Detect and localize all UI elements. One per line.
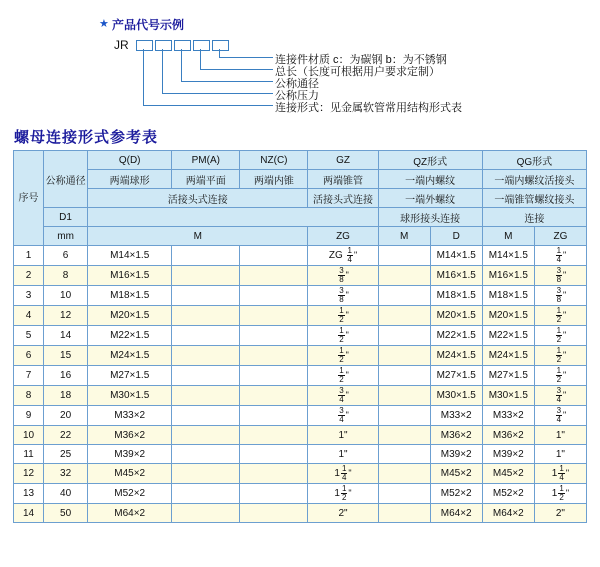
cell-gz: ZG $\frac{1}{4}$ " (308, 246, 378, 266)
cell-qg-d: $\frac{1}{2}$ " (534, 306, 586, 326)
table-header-row-4 (14, 208, 587, 227)
header-qz-conn: 一端外螺纹 (378, 189, 482, 208)
product-code-legend (0, 0, 600, 120)
header-qz-ball: 球形接头连接 (378, 208, 482, 227)
header-q-desc: 两端球形 (88, 170, 172, 189)
cell-pm (172, 366, 240, 386)
cell-pm (172, 464, 240, 484)
table-row (14, 286, 587, 306)
cell-qz-d: M14×1.5 (430, 246, 482, 266)
header-pm-desc: 两端平面 (172, 170, 240, 189)
cell-nz (240, 504, 308, 523)
cell-seq: 14 (14, 504, 44, 523)
cell-nz (240, 406, 308, 426)
table-row (14, 504, 587, 523)
cell-q: M33×2 (88, 406, 172, 426)
cell-qz-m (378, 306, 430, 326)
cell-dn: 25 (44, 445, 88, 464)
cell-qz-d: M30×1.5 (430, 386, 482, 406)
legend-item-pressure: 公称压力 (275, 90, 319, 102)
cell-dn: 32 (44, 464, 88, 484)
header-sym-qz-d: D (430, 227, 482, 246)
cell-nz (240, 246, 308, 266)
cell-gz: 2" (308, 504, 378, 523)
cell-dn: 12 (44, 306, 88, 326)
cell-nz (240, 306, 308, 326)
cell-qg-d: $\frac{1}{2}$ " (534, 366, 586, 386)
cell-dn: 15 (44, 346, 88, 366)
cell-qg-d: 1 $\frac{1}{4}$ " (534, 464, 586, 484)
cell-pm (172, 504, 240, 523)
cell-qz-m (378, 366, 430, 386)
header-left-conn: 活接头式连接 (88, 189, 308, 208)
cell-nz (240, 464, 308, 484)
legend-item-length: 总长（长度可根据用户要求定制） (275, 66, 440, 78)
table-header-row-5 (14, 227, 587, 246)
cell-gz: $\frac{1}{2}$ " (308, 346, 378, 366)
cell-qz-d: M45×2 (430, 464, 482, 484)
legend-title: 产品代号示例 (112, 18, 185, 32)
cell-seq: 3 (14, 286, 44, 306)
cell-q: M18×1.5 (88, 286, 172, 306)
cell-nz (240, 386, 308, 406)
cell-qg-d: 1" (534, 426, 586, 445)
table-row (14, 266, 587, 286)
cell-gz: $\frac{3}{8}$ " (308, 266, 378, 286)
header-sym-qg-zg: ZG (534, 227, 586, 246)
cell-gz: $\frac{1}{2}$ " (308, 326, 378, 346)
legend-item-conn-type: 连接形式：见金属软管常用结构形式表 (275, 102, 462, 114)
cell-pm (172, 306, 240, 326)
header-group-qg: QG形式 (482, 151, 586, 170)
cell-qg-d: $\frac{1}{4}$ " (534, 246, 586, 266)
cell-qg-d: $\frac{3}{8}$ " (534, 286, 586, 306)
cell-qg-m: M24×1.5 (482, 346, 534, 366)
cell-qz-m (378, 286, 430, 306)
cell-seq: 12 (14, 464, 44, 484)
cell-q: M36×2 (88, 426, 172, 445)
cell-pm (172, 445, 240, 464)
cell-seq: 2 (14, 266, 44, 286)
cell-qz-m (378, 266, 430, 286)
header-group-gz: GZ (308, 151, 378, 170)
header-sym-qz-m: M (378, 227, 430, 246)
cell-dn: 40 (44, 484, 88, 504)
legend-item-dn: 公称通径 (275, 78, 319, 90)
cell-qg-m: M33×2 (482, 406, 534, 426)
cell-qg-d: 1" (534, 445, 586, 464)
legend-item-material: 连接件材质 c：为碳钢 b：为不锈钢 (275, 54, 447, 66)
cell-qz-d: M52×2 (430, 484, 482, 504)
header-nz-desc: 两端内锥 (240, 170, 308, 189)
header-group-qz: QZ形式 (378, 151, 482, 170)
header-qg-link: 连接 (482, 208, 586, 227)
cell-seq: 7 (14, 366, 44, 386)
cell-pm (172, 484, 240, 504)
cell-qg-m: M14×1.5 (482, 246, 534, 266)
cell-qz-m (378, 326, 430, 346)
header-seq (14, 151, 44, 246)
cell-q: M64×2 (88, 504, 172, 523)
header-seq-label: 序号 (18, 192, 39, 204)
cell-dn: 10 (44, 286, 88, 306)
table-header-row-1 (14, 151, 587, 170)
table-row (14, 246, 587, 266)
cell-pm (172, 246, 240, 266)
header-gz-conn: 活接头式连接 (308, 189, 378, 208)
cell-gz: $\frac{3}{8}$ " (308, 286, 378, 306)
cell-gz: 1 $\frac{1}{2}$ " (308, 484, 378, 504)
cell-q: M14×1.5 (88, 246, 172, 266)
cell-q: M22×1.5 (88, 326, 172, 346)
cell-seq: 9 (14, 406, 44, 426)
cell-q: M52×2 (88, 484, 172, 504)
cell-seq: 11 (14, 445, 44, 464)
cell-gz: $\frac{1}{2}$ " (308, 306, 378, 326)
cell-qz-m (378, 246, 430, 266)
cell-seq: 13 (14, 484, 44, 504)
table-row (14, 326, 587, 346)
cell-seq: 6 (14, 346, 44, 366)
cell-qz-m (378, 346, 430, 366)
cell-gz: 1" (308, 426, 378, 445)
header-d1: D1 (44, 208, 88, 227)
table-row (14, 445, 587, 464)
cell-gz: $\frac{3}{4}$ " (308, 406, 378, 426)
cell-seq: 8 (14, 386, 44, 406)
cell-pm (172, 346, 240, 366)
header-sym-zg: ZG (308, 227, 378, 246)
table-row (14, 406, 587, 426)
cell-dn: 18 (44, 386, 88, 406)
table-header-row-3 (14, 189, 587, 208)
cell-qg-d: $\frac{1}{2}$ " (534, 346, 586, 366)
table-row (14, 426, 587, 445)
cell-qg-m: M36×2 (482, 426, 534, 445)
header-unit-mm: mm (44, 227, 88, 246)
table-row (14, 484, 587, 504)
legend-prefix: JR (114, 38, 129, 52)
cell-qz-m (378, 484, 430, 504)
cell-seq: 4 (14, 306, 44, 326)
cell-qg-d: 2" (534, 504, 586, 523)
table-row (14, 306, 587, 326)
cell-pm (172, 386, 240, 406)
cell-qg-m: M20×1.5 (482, 306, 534, 326)
header-sym-qg-m: M (482, 227, 534, 246)
header-spacer (88, 208, 378, 227)
cell-dn: 14 (44, 326, 88, 346)
cell-qz-m (378, 445, 430, 464)
cell-qz-m (378, 426, 430, 445)
leader-line-5 (143, 49, 273, 106)
cell-pm (172, 326, 240, 346)
table-row (14, 346, 587, 366)
cell-qg-m: M16×1.5 (482, 266, 534, 286)
cell-dn: 6 (44, 246, 88, 266)
cell-gz: 1" (308, 445, 378, 464)
header-sym-m: M (88, 227, 308, 246)
cell-qg-d: $\frac{3}{8}$ " (534, 266, 586, 286)
cell-pm (172, 406, 240, 426)
cell-pm (172, 426, 240, 445)
cell-qz-d: M20×1.5 (430, 306, 482, 326)
cell-qg-m: M22×1.5 (482, 326, 534, 346)
page-title: 螺母连接形式参考表 (14, 129, 159, 146)
cell-qz-d: M36×2 (430, 426, 482, 445)
cell-qg-d: $\frac{1}{2}$ " (534, 326, 586, 346)
nut-connection-table (13, 150, 587, 523)
nut-connection-table-wrap (13, 150, 587, 523)
cell-gz: $\frac{3}{4}$ " (308, 386, 378, 406)
cell-qz-d: M64×2 (430, 504, 482, 523)
cell-qg-m: M52×2 (482, 484, 534, 504)
cell-dn: 8 (44, 266, 88, 286)
header-qg-conn: 一端锥管螺纹接头 (482, 189, 586, 208)
header-group-nz: NZ(C) (240, 151, 308, 170)
cell-dn: 50 (44, 504, 88, 523)
cell-q: M24×1.5 (88, 346, 172, 366)
cell-q: M20×1.5 (88, 306, 172, 326)
table-header-row-2 (14, 170, 587, 189)
cell-qz-d: M24×1.5 (430, 346, 482, 366)
cell-qg-d: $\frac{3}{4}$ " (534, 386, 586, 406)
cell-pm (172, 266, 240, 286)
table-row (14, 366, 587, 386)
cell-q: M16×1.5 (88, 266, 172, 286)
cell-qz-d: M18×1.5 (430, 286, 482, 306)
cell-qg-m: M30×1.5 (482, 386, 534, 406)
cell-q: M39×2 (88, 445, 172, 464)
header-dn: 公称通径 (44, 151, 88, 208)
cell-qz-m (378, 386, 430, 406)
cell-nz (240, 484, 308, 504)
cell-qg-d: $\frac{3}{4}$ " (534, 406, 586, 426)
cell-seq: 5 (14, 326, 44, 346)
table-row (14, 464, 587, 484)
cell-nz (240, 346, 308, 366)
cell-dn: 22 (44, 426, 88, 445)
cell-qg-m: M64×2 (482, 504, 534, 523)
cell-qz-m (378, 464, 430, 484)
cell-qg-m: M45×2 (482, 464, 534, 484)
cell-nz (240, 326, 308, 346)
header-qz-desc: 一端内螺纹 (378, 170, 482, 189)
header-group-pm: PM(A) (172, 151, 240, 170)
cell-qz-m (378, 406, 430, 426)
header-gz-desc: 两端锥管 (308, 170, 378, 189)
cell-dn: 20 (44, 406, 88, 426)
cell-q: M45×2 (88, 464, 172, 484)
cell-gz: $\frac{1}{2}$ " (308, 366, 378, 386)
cell-qg-m: M18×1.5 (482, 286, 534, 306)
cell-qg-m: M39×2 (482, 445, 534, 464)
cell-nz (240, 266, 308, 286)
cell-qg-m: M27×1.5 (482, 366, 534, 386)
table-body (14, 246, 587, 523)
cell-qz-d: M27×1.5 (430, 366, 482, 386)
cell-qz-m (378, 504, 430, 523)
table-row (14, 386, 587, 406)
cell-nz (240, 286, 308, 306)
cell-seq: 10 (14, 426, 44, 445)
cell-seq: 1 (14, 246, 44, 266)
cell-nz (240, 445, 308, 464)
cell-qg-d: 1 $\frac{1}{2}$ " (534, 484, 586, 504)
cell-qz-d: M33×2 (430, 406, 482, 426)
cell-qz-d: M16×1.5 (430, 266, 482, 286)
cell-qz-d: M39×2 (430, 445, 482, 464)
cell-dn: 16 (44, 366, 88, 386)
star-icon: ★ (99, 18, 109, 30)
cell-pm (172, 286, 240, 306)
header-group-q: Q(D) (88, 151, 172, 170)
cell-gz: 1 $\frac{1}{4}$ " (308, 464, 378, 484)
cell-nz (240, 426, 308, 445)
cell-q: M30×1.5 (88, 386, 172, 406)
header-qg-desc: 一端内螺纹活接头 (482, 170, 586, 189)
cell-q: M27×1.5 (88, 366, 172, 386)
cell-qz-d: M22×1.5 (430, 326, 482, 346)
cell-nz (240, 366, 308, 386)
